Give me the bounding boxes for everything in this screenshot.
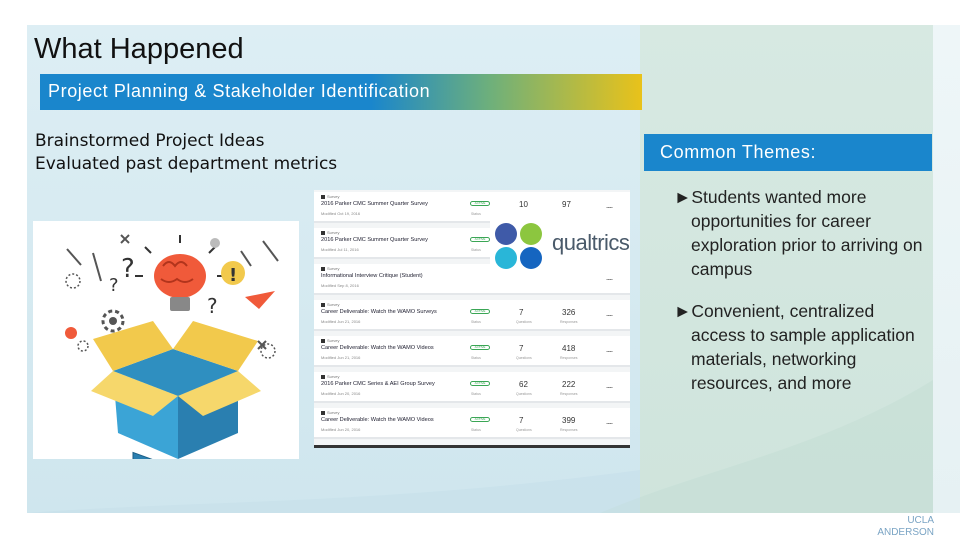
- survey-row-responses: 326: [562, 308, 576, 317]
- svg-text:!: !: [229, 265, 238, 286]
- survey-row: Survey 2016 Parker CMC Summer Quarter Survey Modified Jul 11, 2016 ACTIVE Status: [314, 228, 630, 259]
- survey-row-name: 2016 Parker CMC Series & AEI Group Survey: [321, 381, 435, 387]
- flag-icon: [321, 375, 325, 379]
- survey-row-name: 2016 Parker CMC Summer Quarter Survey: [321, 201, 428, 207]
- survey-row-questions: 62: [519, 380, 528, 389]
- flag-icon: [321, 267, 325, 271]
- qualtrics-wordmark: qualtrics: [552, 230, 630, 255]
- subtitle-bar: [40, 74, 642, 110]
- svg-text:?: ?: [207, 294, 218, 318]
- logo-dot: [520, 247, 542, 269]
- theme-bullet-text: ►Students wanted more opportunities for career exploration prior to arriving on campus: [674, 187, 923, 279]
- logo-line: ANDERSON: [877, 527, 934, 538]
- logo-dot: [520, 223, 542, 245]
- flag-icon: [321, 339, 325, 343]
- theme-bullet-text: ►Convenient, centralized access to sample application materials, networking resources, and more: [674, 301, 915, 393]
- theme-bullet: [674, 299, 924, 395]
- survey-row-questions: 10: [519, 200, 528, 209]
- qualtrics-logo: [490, 220, 630, 268]
- survey-row-questions: 7: [519, 416, 524, 425]
- slide-subtitle: Project Planning & Stakeholder Identification: [48, 81, 431, 101]
- ucla-anderson-logo: [877, 515, 934, 539]
- survey-row-responses: 97: [562, 200, 571, 209]
- survey-row-name: 2016 Parker CMC Summer Quarter Survey: [321, 237, 428, 243]
- logo-dot: [495, 247, 517, 269]
- survey-row-responses: 418: [562, 344, 576, 353]
- flag-icon: [321, 231, 325, 235]
- theme-bullet: [674, 185, 924, 281]
- survey-row: Survey Career Deliverable: Watch the WAMO Surveys Modified Jun 21, 2016 ACTIVE Status 7 Questions 326 Responses .........: [314, 300, 630, 331]
- more-icon: .........: [606, 384, 613, 390]
- survey-row-name: Career Deliverable: Watch the WAMO Videos: [321, 345, 434, 351]
- more-icon: .........: [606, 276, 613, 282]
- left-bullet-item: Brainstormed Project Ideas: [35, 131, 265, 151]
- survey-row-questions: 7: [519, 344, 524, 353]
- logo-dot: [495, 223, 517, 245]
- flag-icon: [321, 303, 325, 307]
- svg-text:?: ?: [121, 254, 135, 284]
- survey-row-name: Career Deliverable: Watch the WAMO Surveys: [321, 309, 437, 315]
- left-bullet-list: [35, 130, 337, 176]
- more-icon: .........: [606, 204, 613, 210]
- survey-row: Survey 2016 Parker CMC Series & AEI Group Survey Modified Jun 20, 2016 ACTIVE Status 62 Questions 222 Responses .........: [314, 372, 630, 403]
- more-icon: .........: [606, 348, 613, 354]
- survey-row-name: Informational Interview Critique (Student): [321, 273, 423, 279]
- survey-row-questions: 7: [519, 308, 524, 317]
- more-icon: .........: [606, 420, 613, 426]
- themes-heading-bar: [644, 134, 932, 171]
- slide-title: What Happened: [34, 33, 244, 65]
- flag-icon: [321, 411, 325, 415]
- themes-heading: Common Themes:: [660, 142, 817, 162]
- brainstorm-box-illustration: [33, 221, 299, 459]
- more-icon: .........: [606, 312, 613, 318]
- survey-row: Survey Informational Interview Critique (Student) Modified Sep 8, 2016 .........: [314, 264, 630, 295]
- survey-row: Survey 2016 Parker CMC Summer Quarter Survey Modified Oct 19, 2016 ACTIVE Status 10 97 .........: [314, 192, 630, 223]
- survey-row: Survey Career Deliverable: Watch the WAMO Videos Modified Jun 20, 2016 ACTIVE Status 7 Questions 399 Responses .........: [314, 408, 630, 439]
- svg-text:?: ?: [109, 275, 119, 296]
- survey-row-responses: 399: [562, 416, 576, 425]
- logo-line: UCLA: [907, 515, 934, 526]
- left-bullet-item: Evaluated past department metrics: [35, 154, 338, 174]
- survey-row: Survey Career Deliverable: Watch the WAMO Videos Modified Jun 21, 2016 ACTIVE Status 7 Questions 418 Responses .........: [314, 336, 630, 367]
- survey-row-name: Career Deliverable: Watch the WAMO Videos: [321, 417, 434, 423]
- flag-icon: [321, 195, 325, 199]
- survey-row-responses: 222: [562, 380, 576, 389]
